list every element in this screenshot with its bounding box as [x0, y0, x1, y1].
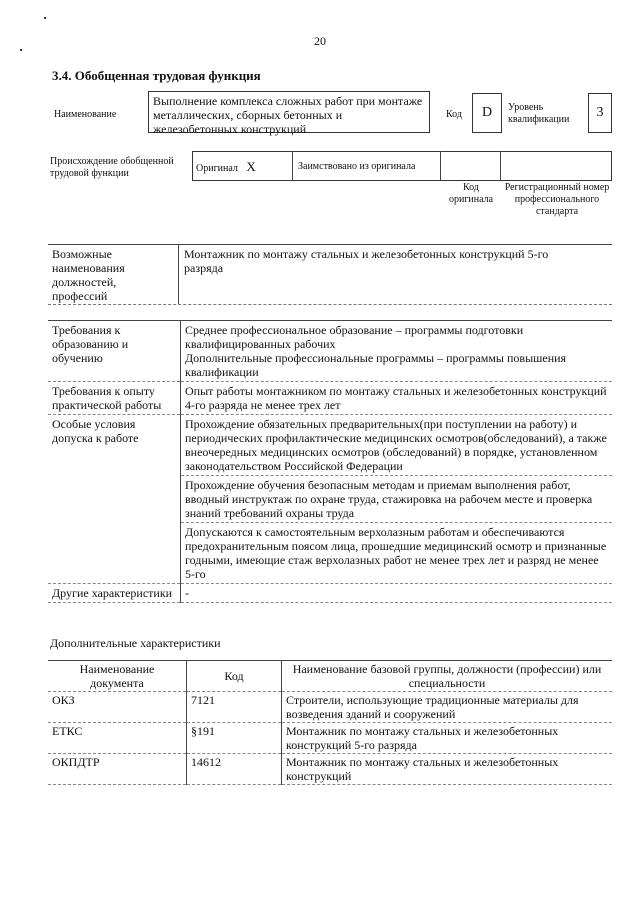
reg-number-label: Регистрационный номер профессионального стандарта	[504, 182, 610, 217]
education-label: Требования к образованию и обучению	[48, 321, 181, 382]
condition-item: Допускаются к самостоятельным верхолазным работам и обеспечиваются предохранительным поясом лица, прошедшие медицинский осмотр и признанные годными, имеющие стаж верхолазных работ не менее трех лет и разряд не менее 5-го	[181, 522, 612, 581]
education-item: Среднее профессиональное образование – программы подготовки квалифицированных рабочих	[185, 323, 524, 351]
column-header: Наименование документа	[48, 661, 187, 692]
borrowed-label: Заимствовано из оригинала	[298, 161, 416, 172]
positions-top-rule	[48, 244, 612, 245]
additional-table	[48, 660, 612, 785]
page-number: 20	[314, 34, 326, 48]
code-value: D	[472, 93, 502, 133]
table-row: ОКЗ 7121 Строители, использующие традиционные материалы для возведения зданий и сооружений	[48, 692, 612, 723]
original-label: Оригинал X	[196, 159, 256, 174]
name-label: Наименование	[54, 109, 117, 120]
requirements-table	[48, 320, 612, 603]
positions-value: Монтажник по монтажу стальных и железобетонных конструкций 5-го разряда	[184, 247, 549, 275]
additional-title: Дополнительные характеристики	[50, 636, 221, 650]
special-conditions-value	[181, 415, 613, 584]
other-label: Другие характеристики	[48, 584, 181, 603]
experience-value: Опыт работы монтажником по монтажу стальных и железобетонных конструкций 4-го разряда не менее трех лет	[181, 382, 613, 415]
name-value: Выполнение комплекса сложных работ при монтаже металлических, сборных бетонных и железобетонных конструкций	[148, 91, 430, 133]
level-label: Уровень квалификации	[508, 102, 570, 125]
table-row: ЕТКС §191 Монтажник по монтажу стальных и железобетонных конструкций 5-го разряда	[48, 723, 612, 754]
level-value: 3	[588, 93, 612, 133]
column-header: Наименование базовой группы, должности (профессии) или специальности	[282, 661, 613, 692]
condition-item: Прохождение обучения безопасным методам и приемам выполнения работ, вводный инструктаж по охране труда, стажировка на рабочем месте и проверка знаний требований охраны труда	[181, 475, 612, 520]
column-header: Код	[187, 661, 282, 692]
section-title: 3.4. Обобщенная трудовая функция	[52, 68, 261, 83]
origin-label: Происхождение обобщенной трудовой функции	[50, 156, 174, 179]
original-mark: X	[246, 159, 256, 174]
code-original-label: Код оригинала	[448, 182, 494, 205]
table-row: ОКПДТР 14612 Монтажник по монтажу стальных и железобетонных конструкций	[48, 754, 612, 785]
other-value: -	[181, 584, 613, 603]
education-item: Дополнительные профессиональные программы – программы повышения квалификации	[185, 351, 567, 379]
condition-item: Прохождение обязательных предварительных(при поступлении на работу) и периодических профилактические медицинских осмотров(обследований), а также внеочередных медицинских осмотров (обследований) в порядке, установленном законодательством Российской Федерации	[185, 417, 607, 473]
experience-label: Требования к опыту практической работы	[48, 382, 181, 415]
code-label: Код	[446, 109, 462, 120]
special-conditions-label: Особые условия допуска к работе	[52, 417, 139, 445]
education-value	[181, 321, 613, 382]
positions-label: Возможные наименования должностей, профессий	[52, 247, 125, 303]
